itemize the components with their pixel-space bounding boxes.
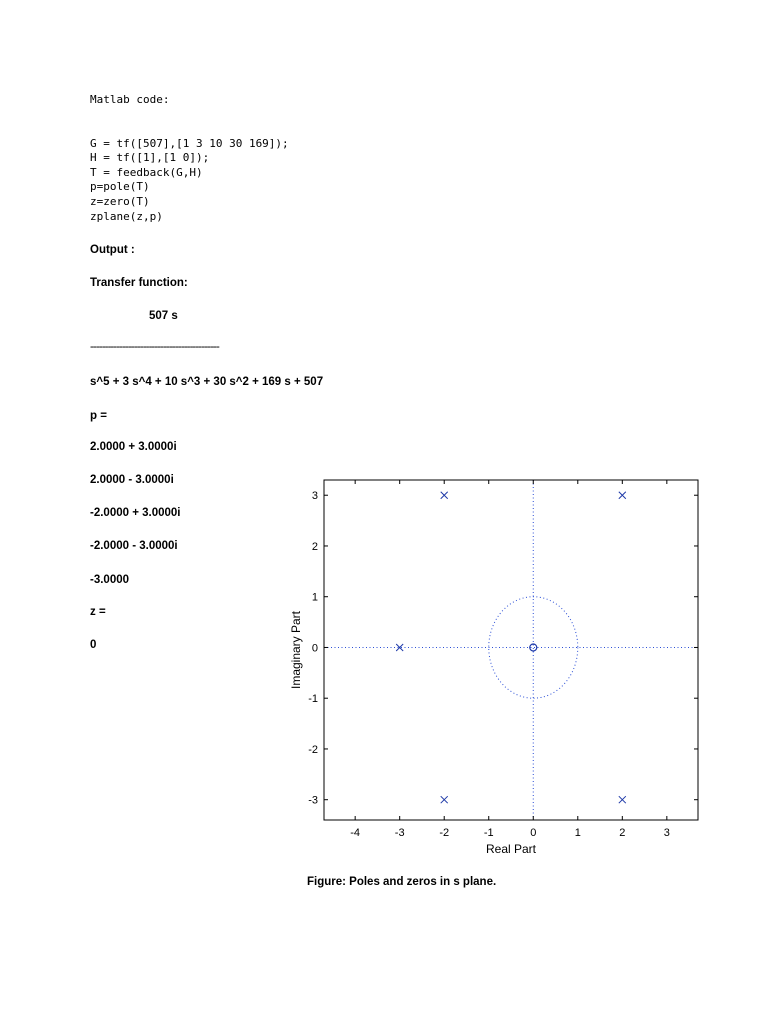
x-tick-label: 1 xyxy=(574,827,581,839)
y-tick-label: -2 xyxy=(308,743,318,756)
y-tick-label: 3 xyxy=(311,490,318,503)
code-line: T = feedback(G,H) xyxy=(90,165,203,179)
x-tick-label: -2 xyxy=(439,827,450,839)
code-line: H = tf([1],[1 0]); xyxy=(90,151,210,165)
zero-value: 0 xyxy=(90,639,97,651)
pole-value: -2.0000 + 3.0000i xyxy=(90,507,181,519)
y-tick-label: 2 xyxy=(311,540,318,553)
poles-label: p = xyxy=(90,410,107,422)
pole-marker xyxy=(441,492,448,499)
pole-marker xyxy=(619,796,626,803)
x-tick-label: -3 xyxy=(394,827,405,839)
y-tick-label: 1 xyxy=(311,591,318,604)
plot-frame xyxy=(324,480,698,820)
x-tick-label: 3 xyxy=(663,827,670,839)
tf-numerator: 507 s xyxy=(149,310,178,322)
tf-denominator: s^5 + 3 s^4 + 10 s^3 + 30 s^2 + 169 s + 507 xyxy=(90,376,324,388)
x-axis-label: Real Part xyxy=(485,842,537,856)
pole-marker xyxy=(396,644,403,651)
y-tick-label: -3 xyxy=(308,794,318,807)
pole-value: 2.0000 - 3.0000i xyxy=(90,474,174,486)
y-tick-label: -1 xyxy=(308,693,318,706)
pole-marker xyxy=(619,492,626,499)
output-heading: Output : xyxy=(90,244,135,256)
x-tick-label: 0 xyxy=(530,827,537,839)
pole-marker xyxy=(441,796,448,803)
zeros-label: z = xyxy=(90,606,106,618)
code-line: zplane(z,p) xyxy=(90,209,163,223)
y-tick-label: 0 xyxy=(311,642,318,655)
x-tick-label: -1 xyxy=(483,827,494,839)
pole-value: -2.0000 - 3.0000i xyxy=(90,540,178,552)
code-line: z=zero(T) xyxy=(90,194,150,208)
code-heading: Matlab code: xyxy=(90,93,170,106)
figure-caption: Figure: Poles and zeros in s plane. xyxy=(307,876,497,888)
transfer-function-label: Transfer function: xyxy=(90,277,188,289)
code-line: G = tf([507],[1 3 10 30 169]); xyxy=(90,136,289,150)
x-tick-label: 2 xyxy=(619,827,626,839)
y-axis-label: Imaginary Part xyxy=(289,610,303,690)
pole-value: -3.0000 xyxy=(90,574,130,586)
tf-fraction-bar: -------------------------------------------- xyxy=(90,341,219,353)
pole-value: 2.0000 + 3.0000i xyxy=(90,441,177,453)
unit-circle xyxy=(489,597,578,698)
code-line: p=pole(T) xyxy=(90,180,150,194)
x-tick-label: -4 xyxy=(350,827,361,839)
